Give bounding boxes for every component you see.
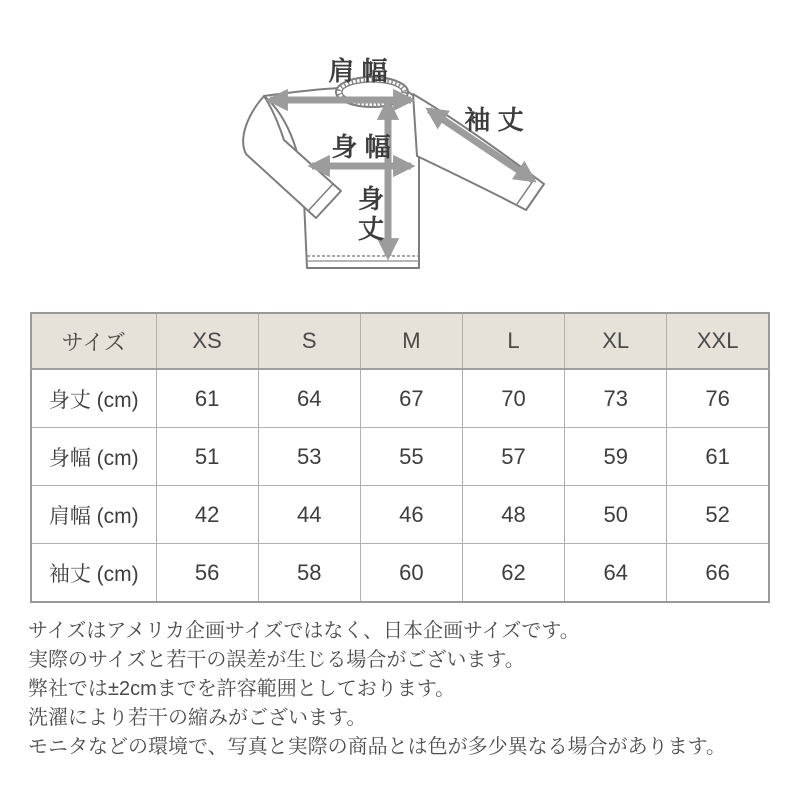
row-label-body-length: 身丈 (cm) [31, 369, 156, 428]
header-cell-s: S [258, 313, 360, 369]
header-cell-size: サイズ [31, 313, 156, 369]
note-line-4: 洗濯により若干の縮みがございます。 [28, 707, 367, 729]
note-line-2: 実際のサイズと若干の誤差が生じる場合がございます。 [28, 649, 525, 671]
cell-body-length-xxl: 76 [667, 369, 769, 428]
cell-body-length-xl: 73 [565, 369, 667, 428]
shirt-illustration [230, 50, 590, 290]
shirt-measurement-diagram [230, 50, 590, 290]
row-label-sleeve-length: 袖丈 (cm) [31, 544, 156, 603]
header-cell-xl: XL [565, 313, 667, 369]
row-label-shoulder-width: 肩幅 (cm) [31, 486, 156, 544]
size-table [30, 312, 770, 603]
cell-body-length-m: 67 [360, 369, 462, 428]
cell-shoulder-width-m: 46 [360, 486, 462, 544]
row-label-body-width: 身幅 (cm) [31, 428, 156, 486]
header-cell-xs: XS [156, 313, 258, 369]
cell-body-length-xs: 61 [156, 369, 258, 428]
body-length-label-top: 身 [357, 184, 385, 214]
note-line-5: モニタなどの環境で、写真と実際の商品とは色が多少異なる場合があります。 [28, 736, 726, 758]
cell-shoulder-width-xs: 42 [156, 486, 258, 544]
table-row-sleeve-length [31, 544, 769, 603]
cell-body-length-s: 64 [258, 369, 360, 428]
cell-shoulder-width-s: 44 [258, 486, 360, 544]
header-cell-xxl: XXL [667, 313, 769, 369]
cell-sleeve-length-xl: 64 [565, 544, 667, 603]
cell-sleeve-length-m: 60 [360, 544, 462, 603]
header-cell-l: L [462, 313, 564, 369]
cell-shoulder-width-xxl: 52 [667, 486, 769, 544]
size-table-header-row [31, 313, 769, 369]
size-notes [28, 617, 776, 762]
cell-body-length-l: 70 [462, 369, 564, 428]
table-row-body-width [31, 428, 769, 486]
cell-sleeve-length-l: 62 [462, 544, 564, 603]
size-table-container [30, 312, 770, 603]
table-row-body-length [31, 369, 769, 428]
note-line-1: サイズはアメリカ企画サイズではなく、日本企画サイズです。 [28, 620, 580, 642]
cell-body-width-m: 55 [360, 428, 462, 486]
cell-sleeve-length-xxl: 66 [667, 544, 769, 603]
shoulder-width-label: 肩 幅 [328, 56, 388, 86]
note-line-3: 弊社では±2cmまでを許容範囲としております。 [28, 678, 456, 700]
cell-sleeve-length-s: 58 [258, 544, 360, 603]
cell-body-width-l: 57 [462, 428, 564, 486]
table-row-shoulder-width [31, 486, 769, 544]
header-cell-m: M [360, 313, 462, 369]
sleeve-length-label: 袖 丈 [464, 105, 524, 135]
cell-shoulder-width-xl: 50 [565, 486, 667, 544]
cell-sleeve-length-xs: 56 [156, 544, 258, 603]
body-width-label: 身 幅 [331, 132, 391, 162]
cell-body-width-s: 53 [258, 428, 360, 486]
cell-shoulder-width-l: 48 [462, 486, 564, 544]
cell-body-width-xs: 51 [156, 428, 258, 486]
body-length-label-bottom: 丈 [357, 214, 385, 244]
cell-body-width-xxl: 61 [667, 428, 769, 486]
cell-body-width-xl: 59 [565, 428, 667, 486]
